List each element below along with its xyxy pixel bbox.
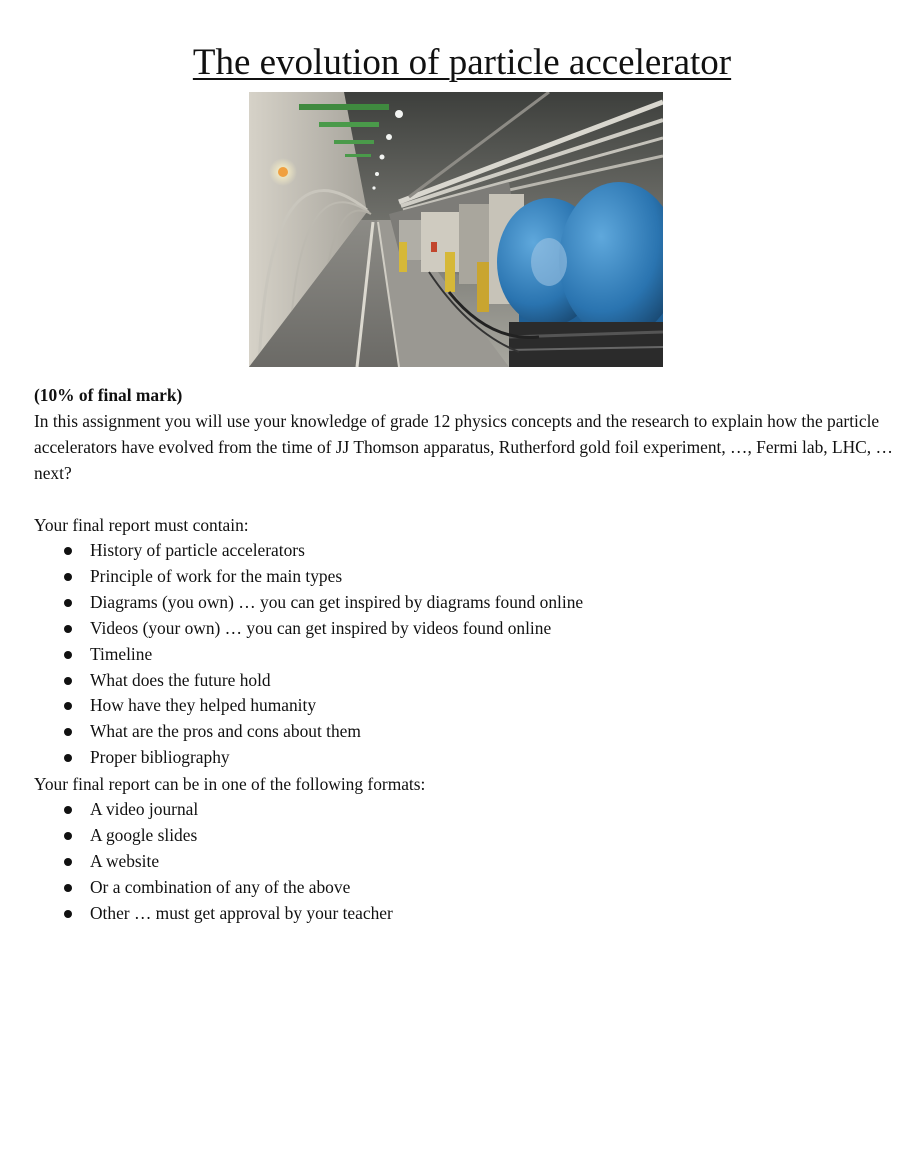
bullet-icon [64, 754, 72, 762]
list-item: Principle of work for the main types [34, 564, 894, 590]
bullet-icon [64, 858, 72, 866]
list-item: What does the future hold [34, 668, 894, 694]
intro-paragraph: In this assignment you will use your knowledge of grade 12 physics concepts and the research to explain how the particle accelerators have evolved from the time of JJ Thomson apparatus, Rutherford gold foil experiment, …, Fermi lab, LHC, … next? [34, 411, 893, 483]
list-item: Videos (your own) … you can get inspired by videos found online [34, 616, 894, 642]
bullet-icon [64, 651, 72, 659]
bullet-icon [64, 884, 72, 892]
bullet-icon [64, 832, 72, 840]
list-item: Other … must get approval by your teacher [34, 901, 894, 927]
assignment-body [34, 382, 894, 927]
list-item: Or a combination of any of the above [34, 875, 894, 901]
bullet-icon [64, 702, 72, 710]
bullet-icon [64, 806, 72, 814]
contents-list [34, 538, 894, 771]
paragraph-spacer [34, 486, 894, 512]
list-item: A video journal [34, 797, 894, 823]
formats-heading: Your final report can be in one of the following formats: [34, 774, 426, 795]
mark-weight-note: (10% of final mark) [34, 385, 183, 405]
list-item: Diagrams (you own) … you can get inspired by diagrams found online [34, 590, 894, 616]
document-title: The evolution of particle accelerator [192, 42, 732, 83]
bullet-icon [64, 547, 72, 555]
formats-list [34, 797, 894, 927]
bullet-icon [64, 573, 72, 581]
bullet-icon [64, 599, 72, 607]
list-item: How have they helped humanity [34, 693, 894, 719]
bullet-icon [64, 677, 72, 685]
bullet-icon [64, 910, 72, 918]
list-item: History of particle accelerators [34, 538, 894, 564]
accelerator-tunnel-photo [249, 92, 663, 367]
list-item: Timeline [34, 642, 894, 668]
list-item: What are the pros and cons about them [34, 719, 894, 745]
list-item: A website [34, 849, 894, 875]
contents-heading: Your final report must contain: [34, 515, 249, 535]
bullet-icon [64, 728, 72, 736]
list-item: Proper bibliography [34, 745, 894, 771]
bullet-icon [64, 625, 72, 633]
list-item: A google slides [34, 823, 894, 849]
